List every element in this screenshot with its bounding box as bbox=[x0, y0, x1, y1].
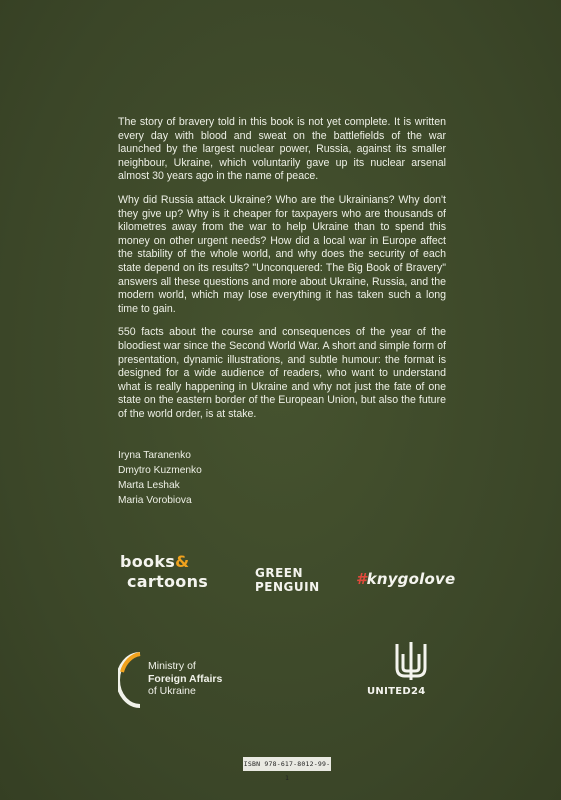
knygolove-logo bbox=[356, 570, 455, 588]
logo-green-word: GREEN bbox=[255, 566, 304, 580]
logo-penguin-word: PENGUIN bbox=[255, 580, 320, 594]
logo-knygolove-word: knygolove bbox=[366, 570, 456, 588]
logo-cartoons-word: cartoons bbox=[127, 572, 209, 591]
author-list bbox=[118, 448, 202, 508]
author-name: Iryna Taranenko bbox=[118, 450, 191, 461]
author-name: Maria Vorobiova bbox=[118, 495, 192, 506]
united24-logo bbox=[365, 640, 460, 700]
blurb-text bbox=[118, 116, 446, 431]
author-name: Marta Leshak bbox=[118, 480, 180, 491]
ministry-line-2: Foreign Affairs bbox=[148, 672, 223, 685]
isbn-barcode-label: ISBN 978-617-8012-99-1 bbox=[243, 757, 331, 771]
author-name: Dmytro Kuzmenko bbox=[118, 465, 202, 476]
united24-label: UNITED24 bbox=[367, 686, 426, 697]
logo-ampersand: & bbox=[175, 552, 190, 571]
blurb-paragraph-1: The story of bravery told in this book is not yet complete. It is written every day with blood and sweat on the battlefields of the war launched by the largest nuclear power, Russia, against its smaller neighbour, Ukraine, which voluntarily gave up its nuclear arsenal almost 30 years ago in the name of peace. bbox=[118, 116, 446, 183]
ministry-foreign-affairs-logo bbox=[118, 650, 278, 710]
blurb-paragraph-3: 550 facts about the course and consequences of the year of the bloodiest war since the Second World War. A short and simple form of presentation, dynamic illustrations, and subtle humour: the format is designed for a wide audience of readers, who want to understand what is really happening in Ukraine and why not just the fate of one state on the eastern border of the European Union, but also the future of the world order, is at stake. bbox=[118, 326, 446, 420]
hashtag-icon: # bbox=[356, 570, 367, 588]
ministry-line-1: Ministry of bbox=[148, 660, 196, 672]
logo-books-word: books bbox=[120, 552, 176, 571]
trident-icon bbox=[391, 640, 431, 682]
ministry-arc-icon bbox=[118, 650, 144, 710]
green-penguin-logo bbox=[255, 566, 325, 594]
books-and-cartoons-logo bbox=[120, 552, 220, 600]
ministry-line-3: of Ukraine bbox=[148, 685, 196, 697]
blurb-paragraph-2: Why did Russia attack Ukraine? Who are the Ukrainians? Why don't they give up? Why is it cheaper for taxpayers who are thousands of kilometres away from the war to help Ukraine than to spend this money on other urgent needs? How did a local war in Europe affect the stability of the whole world, and why does the security of each state depend on its results? "Unconquered: The Big Book of Bravery" answers all these questions and more about Ukraine, Russia, and the modern world, which may lose everything it has taken such a long time to gain. bbox=[118, 193, 446, 315]
